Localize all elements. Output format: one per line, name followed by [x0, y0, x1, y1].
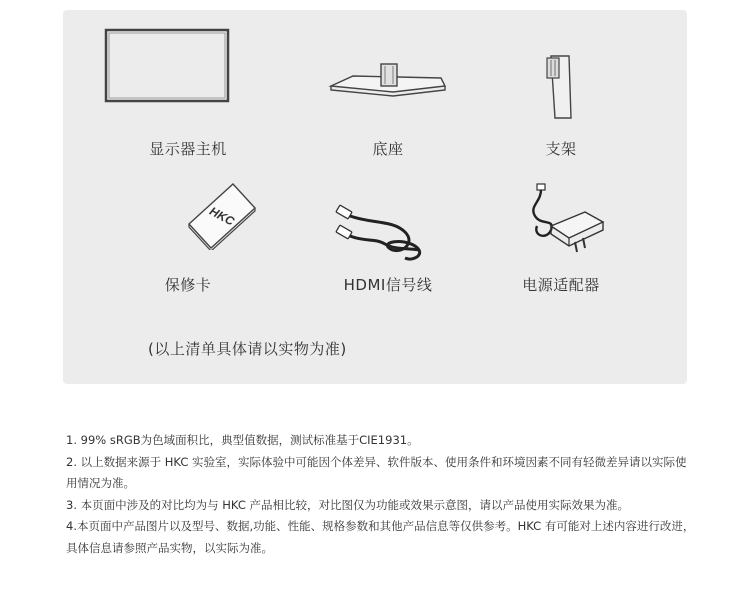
hdmi-cable-icon — [333, 202, 443, 266]
item-label-warranty-card: 保修卡 — [164, 276, 212, 294]
footnote-2: 2. 以上数据来源于 HKC 实验室，实际体验中可能因个体差异、软件版本、使用条件和环境因素不同有轻微差异请以实际使用情况为准。 — [66, 454, 687, 490]
monitor-icon — [103, 28, 233, 104]
warranty-card-item — [131, 180, 311, 250]
warranty-card-icon — [185, 180, 257, 250]
stand-base-item — [298, 58, 478, 102]
stand-base-icon — [323, 58, 453, 102]
power-adapter-icon — [511, 182, 611, 256]
stand-arm-icon — [541, 50, 581, 124]
contents-disclaimer: (以上清单具体请以实物为准) — [148, 340, 347, 358]
item-label-hdmi-cable: HDMI信号线 — [343, 276, 433, 294]
item-label-power-adapter: 电源适配器 — [522, 276, 600, 294]
power-adapter-item — [471, 182, 651, 256]
footnote-4: 4.本页面中产品图片以及型号、数据,功能、性能、规格参数和其他产品信息等仅供参考。HKC 有可能对上述内容进行改进，具体信息请参照产品实物，以实际为准。 — [66, 519, 695, 555]
footnote-3: 3. 本页面中涉及的对比均为与 HKC 产品相比较，对比图仅为功能或效果示意图，请以产品使用实际效果为准。 — [66, 497, 630, 512]
footnote-1: 1. 99% sRGB为色域面积比，典型值数据，测试标准基于CIE1931。 — [66, 433, 419, 447]
monitor-item — [78, 28, 258, 104]
stand-arm-item — [471, 50, 651, 124]
item-label-monitor: 显示器主机 — [149, 140, 227, 158]
package-contents-panel — [63, 10, 687, 384]
item-label-stand-arm: 支架 — [545, 140, 577, 158]
footnotes — [66, 430, 696, 559]
warranty-card-brand: HKC — [207, 203, 237, 229]
item-label-stand-base: 底座 — [372, 140, 404, 158]
hdmi-cable-item — [298, 202, 478, 266]
